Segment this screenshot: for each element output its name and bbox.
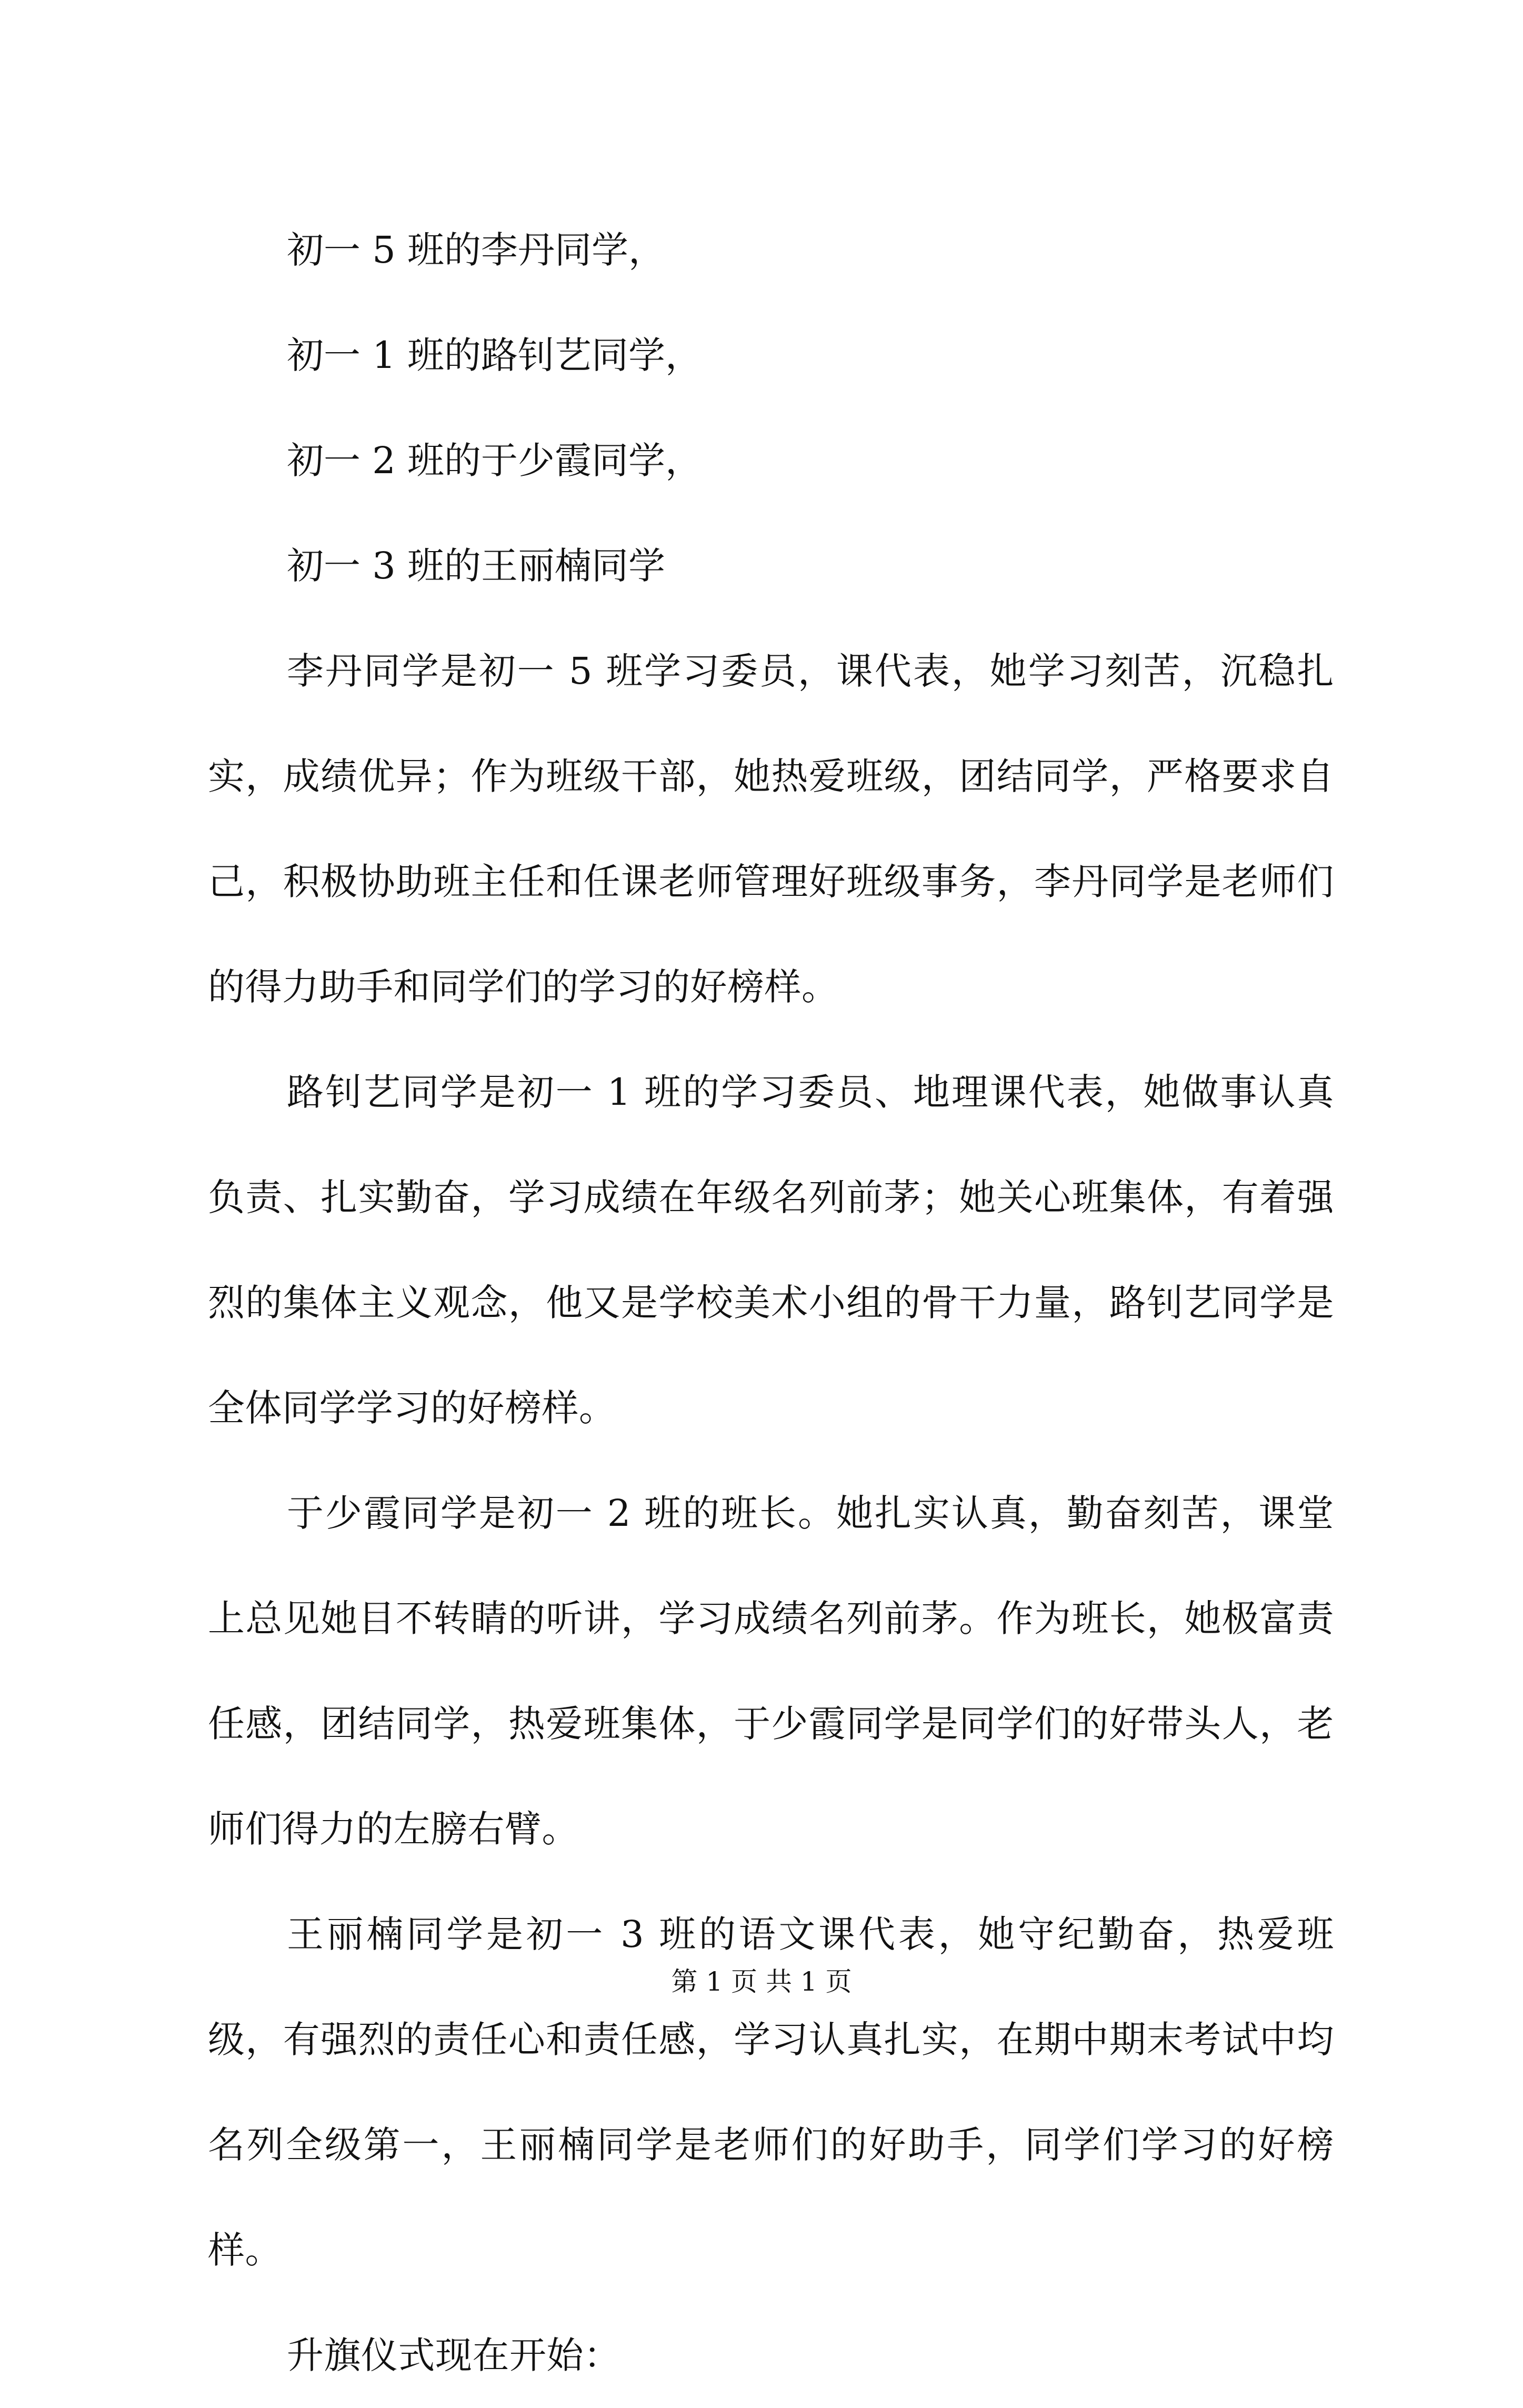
document-body [208,197,1334,2408]
paragraph-yu-shaoxia: 于少霞同学是初一 2 班的班长。她扎实认真，勤奋刻苦，课堂上总见她目不转睛的听讲，学习成绩名列前茅。作为班长，她极富责任感，团结同学，热爱班集体，于少霞同学是同学们的好带头人，老师们得力的左膀右臂。 [208,1492,1334,1851]
paragraph-li-dan: 李丹同学是初一 5 班学习委员，课代表，她学习刻苦，沉稳扎实，成绩优异；作为班级干部，她热爱班级，团结同学，严格要求自己，积极协助班主任和任课老师管理好班级事务，李丹同学是老师们的得力助手和同学们的学习的好榜样。 [208,650,1334,1008]
paragraph-wang-linan: 王丽楠同学是初一 3 班的语文课代表，她守纪勤奋，热爱班级，有强烈的责任心和责任感，学习认真扎实，在期中期末考试中均名列全级第一，王丽楠同学是老师们的好助手，同学们学习的好榜样。 [208,1913,1334,2272]
student-line-3: 初一 2 班的于少霞同学， [287,439,703,482]
student-line-2: 初一 1 班的路钊艺同学， [287,334,703,377]
student-line-4: 初一 3 班的王丽楠同学 [287,544,666,587]
student-line-1: 初一 5 班的李丹同学， [287,228,666,272]
page-footer: 第 1 页 共 1 页 [671,1966,852,1997]
paragraph-lu-zhaoyi: 路钊艺同学是初一 1 班的学习委员、地理课代表，她做事认真负责、扎实勤奋，学习成绩在年级名列前茅；她关心班集体，有着强烈的集体主义观念，他又是学校美术小组的骨干力量，路钊艺同学是全体同学学习的好榜样。 [208,1071,1334,1430]
paragraph-flag-ceremony: 升旗仪式现在开始： [287,2334,621,2377]
